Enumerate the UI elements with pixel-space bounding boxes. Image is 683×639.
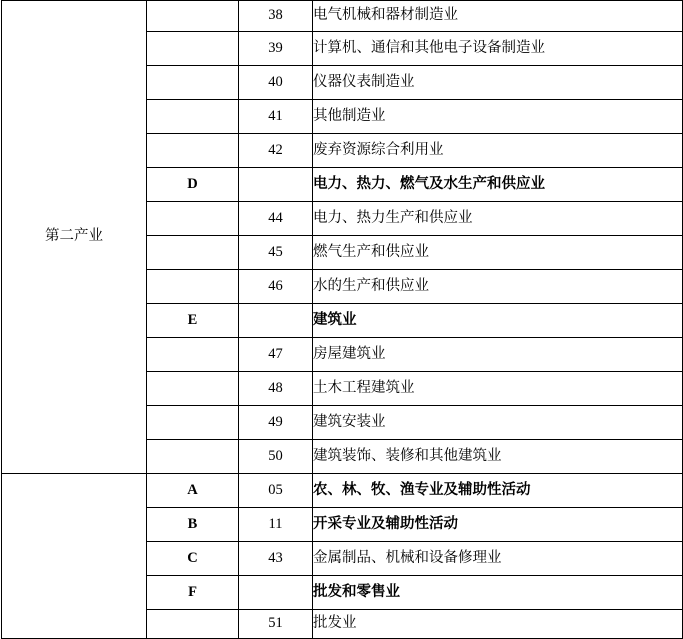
code-cell: 40 (239, 66, 313, 100)
industry-name-cell: 其他制造业 (313, 100, 683, 134)
letter-cell: F (147, 576, 239, 610)
letter-cell (147, 236, 239, 270)
industry-name-cell: 金属制品、机械和设备修理业 (313, 542, 683, 576)
industry-name-cell: 房屋建筑业 (313, 338, 683, 372)
letter-cell (147, 32, 239, 66)
table-row (2, 474, 683, 508)
industry-name-cell: 农、林、牧、渔专业及辅助性活动 (313, 474, 683, 508)
industry-name-cell: 废弃资源综合利用业 (313, 134, 683, 168)
code-cell: 48 (239, 372, 313, 406)
letter-cell: C (147, 542, 239, 576)
code-cell: 44 (239, 202, 313, 236)
letter-cell: A (147, 474, 239, 508)
industry-name-cell: 批发业 (313, 610, 683, 639)
industry-name-cell: 水的生产和供应业 (313, 270, 683, 304)
industry-name-cell: 仪器仪表制造业 (313, 66, 683, 100)
letter-cell: D (147, 168, 239, 202)
code-cell: 42 (239, 134, 313, 168)
code-cell: 39 (239, 32, 313, 66)
letter-cell (147, 440, 239, 474)
letter-cell (147, 202, 239, 236)
letter-cell (147, 270, 239, 304)
letter-cell (147, 610, 239, 639)
industry-name-cell: 建筑安装业 (313, 406, 683, 440)
sector-cell-tertiary-industry (2, 474, 147, 639)
table-row (2, 1, 683, 32)
industry-name-cell: 批发和零售业 (313, 576, 683, 610)
code-cell: 38 (239, 1, 313, 32)
letter-cell (147, 66, 239, 100)
letter-cell (147, 406, 239, 440)
industry-name-cell: 电力、热力、燃气及水生产和供应业 (313, 168, 683, 202)
code-cell: 51 (239, 610, 313, 639)
letter-cell (147, 100, 239, 134)
code-cell: 05 (239, 474, 313, 508)
letter-cell (147, 1, 239, 32)
letter-cell (147, 372, 239, 406)
code-cell: 45 (239, 236, 313, 270)
industry-name-cell: 建筑装饰、装修和其他建筑业 (313, 440, 683, 474)
code-cell: 11 (239, 508, 313, 542)
code-cell (239, 168, 313, 202)
code-cell: 41 (239, 100, 313, 134)
industry-classification-table (1, 0, 683, 639)
industry-name-cell: 建筑业 (313, 304, 683, 338)
letter-cell (147, 338, 239, 372)
code-cell: 50 (239, 440, 313, 474)
industry-name-cell: 计算机、通信和其他电子设备制造业 (313, 32, 683, 66)
letter-cell: E (147, 304, 239, 338)
table-body (2, 1, 683, 639)
sector-cell-secondary-industry: 第二产业 (2, 1, 147, 474)
code-cell: 43 (239, 542, 313, 576)
code-cell (239, 576, 313, 610)
code-cell (239, 304, 313, 338)
industry-name-cell: 电气机械和器材制造业 (313, 1, 683, 32)
code-cell: 46 (239, 270, 313, 304)
code-cell: 49 (239, 406, 313, 440)
industry-name-cell: 燃气生产和供应业 (313, 236, 683, 270)
letter-cell (147, 134, 239, 168)
letter-cell: B (147, 508, 239, 542)
code-cell: 47 (239, 338, 313, 372)
industry-name-cell: 土木工程建筑业 (313, 372, 683, 406)
industry-name-cell: 电力、热力生产和供应业 (313, 202, 683, 236)
industry-name-cell: 开采专业及辅助性活动 (313, 508, 683, 542)
